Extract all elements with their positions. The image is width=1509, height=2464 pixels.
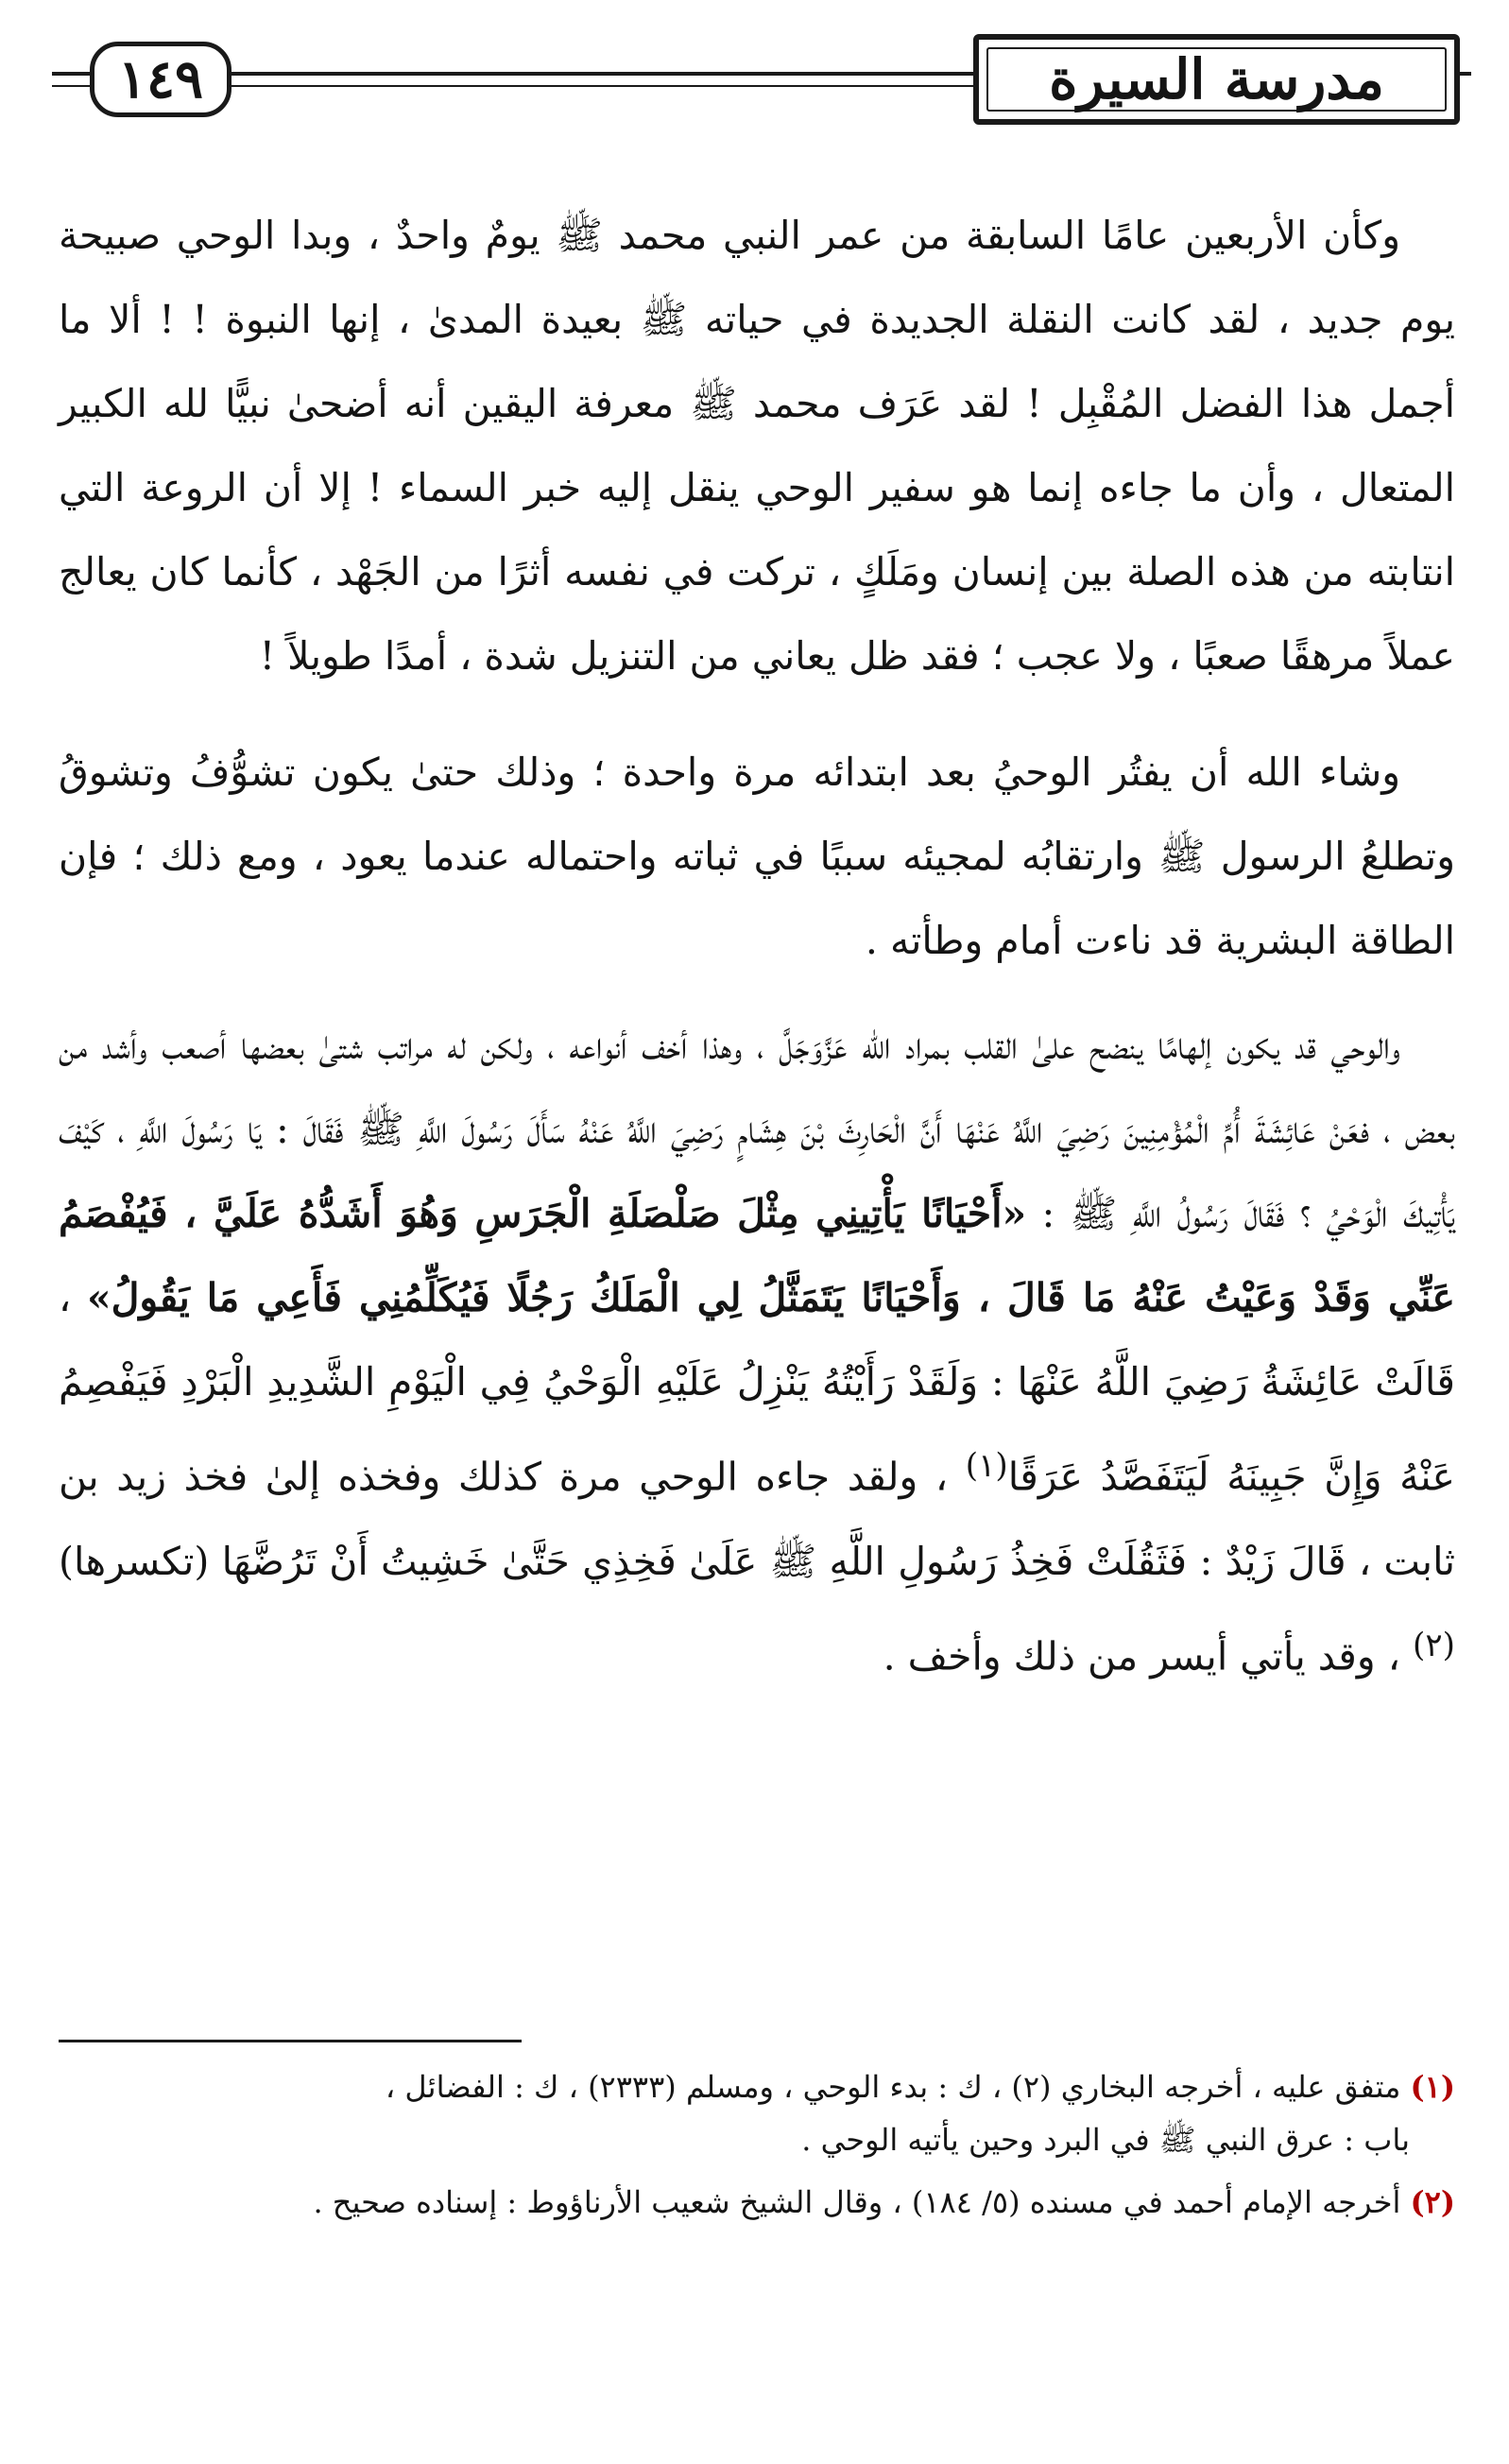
paragraph-3-end: ، وقد يأتي أيسر من ذلك وأخف .: [883, 1633, 1413, 1680]
header-rule-left: [52, 72, 90, 76]
paragraph-3-intro: والوحي قد يكون إلهامًا ينضح علىٰ القلب بمراد الله عَزَّوَجَلَّ ، وهذا أخف أنواعه ، ولكن له مراتب شتىٰ بعضها أصعب وأشد من بعض ، فعَنْ عَائِشَةَ أُمِّ الْمُؤْمِنِينَ رَضِيَ اللَّهُ عَنْهَا أَنَّ الْحَارِثَ بْنَ هِشَامٍ رَضِيَ اللَّهُ عَنْهُ سَأَلَ رَسُولَ اللَّهِ ﷺ فَقَالَ : يَا رَسُولَ اللَّهِ ، كَيْفَ يَأْتِيكَ الْوَحْيُ ؟ فَقَالَ رَسُولُ اللَّهِ ﷺ :: [59, 1023, 1455, 1236]
footnote-ref-1[interactable]: (١): [965, 1447, 1008, 1485]
page-number: ١٤٩: [90, 42, 231, 117]
footnote-1-text: متفق عليه ، أخرجه البخاري (٢) ، ك : بدء الوحي ، ومسلم (٢٣٣٣) ، ك : الفضائل ،: [385, 2069, 1401, 2105]
footnote-2-number: (٢): [1410, 2184, 1455, 2220]
body-text: [59, 194, 1455, 1731]
footnotes: [59, 2060, 1455, 2238]
running-title-text: مدرسة السيرة: [1049, 47, 1384, 112]
hadith-quote: «أَحْيَانًا يَأْتِينِي مِثْلَ صَلْصَلَةِ الْجَرَسِ وَهُوَ أَشَدُّهُ عَلَيَّ ، فَيُفْصَمُ عَنِّي وَقَدْ وَعَيْتُ عَنْهُ مَا قَالَ ، وَأَحْيَانًا يَتَمَثَّلُ لِي الْمَلَكُ رَجُلًا فَيُكَلِّمُنِي فَأَعِي مَا يَقُولُ»: [59, 1191, 1455, 1320]
header-rule-right: [1460, 72, 1471, 76]
header-rule-left-lower: [52, 85, 90, 87]
footnote-separator: [59, 2040, 522, 2042]
header-rule-middle: [231, 72, 973, 76]
paragraph-1: وكأن الأربعين عامًا السابقة من عمر النبي محمد ﷺ يومٌ واحدٌ ، وبدا الوحي صبيحة يوم جديد ، لقد كانت النقلة الجديدة في حياته ﷺ بعيدة المدىٰ ، إنها النبوة ! ! ألا ما أجمل هذا الفضل المُقْبِل ! لقد عَرَف محمد ﷺ معرفة اليقين أنه أضحىٰ نبيًّا لله الكبير المتعال ، وأن ما جاءه إنما هو سفير الوحي ينقل إليه خبر السماء ! إلا أن الروعة التي انتابته من هذه الصلة بين إنسان ومَلَكٍ ، تركت في نفسه أثرًا من الجَهْد ، كأنما كان يعالج عملاً مرهقًا صعبًا ، ولا عجب ؛ فقد ظل يعاني من التنزيل شدة ، أمدًا طويلاً !: [59, 213, 1455, 679]
footnote-2: [59, 2176, 1455, 2229]
header-rule-middle-lower: [231, 85, 973, 87]
paragraph-3: [59, 1004, 1455, 1698]
paragraph-3-zayd: ، ولقد جاءه الوحي مرة كذلك وفخذه إلىٰ فخذ زيد بن ثابت ، قَالَ زَيْدٌ : فَثَقُلَتْ فَخِذُ رَسُولِ اللَّهِ ﷺ عَلَىٰ فَخِذِي حَتَّىٰ خَشِيتُ أَنْ تَرُضَّهَا (تكسرها): [59, 1454, 1455, 1584]
footnote-1-number: (١): [1410, 2069, 1455, 2105]
footnote-2-text: أخرجه الإمام أحمد في مسنده (٥/ ١٨٤) ، وقال الشيخ شعيب الأرناؤوط : إسناده صحيح .: [313, 2184, 1401, 2220]
paragraph-3-aisha: ، قَالَتْ عَائِشَةُ رَضِيَ اللَّهُ عَنْهَا : وَلَقَدْ رَأَيْتُهُ يَنْزِلُ عَلَيْهِ الْوَحْيُ فِي الْيَوْمِ الشَّدِيدِ الْبَرْدِ فَيَفْصِمُ عَنْهُ وَإِنَّ جَبِينَهُ لَيَتَفَصَّدُ عَرَقًا: [59, 1275, 1455, 1500]
footnote-1-continuation: باب : عرق النبي ﷺ في البرد وحين يأتيه الوحي .: [801, 2122, 1410, 2158]
paragraph-2: وشاء الله أن يفتُر الوحيُ بعد ابتدائه مرة واحدة ؛ وذلك حتىٰ يكون تشوُّفُ وتشوقُ وتطلعُ الرسول ﷺ وارتقابُه لمجيئه سببًا في ثباته واحتماله عندما يعود ، ومع ذلك ؛ فإن الطاقة البشرية قد ناءت أمام وطأته .: [59, 750, 1455, 963]
footnote-ref-2[interactable]: (٢): [1412, 1626, 1455, 1664]
footnote-1: [59, 2060, 1455, 2166]
running-title-badge: [973, 34, 1460, 125]
